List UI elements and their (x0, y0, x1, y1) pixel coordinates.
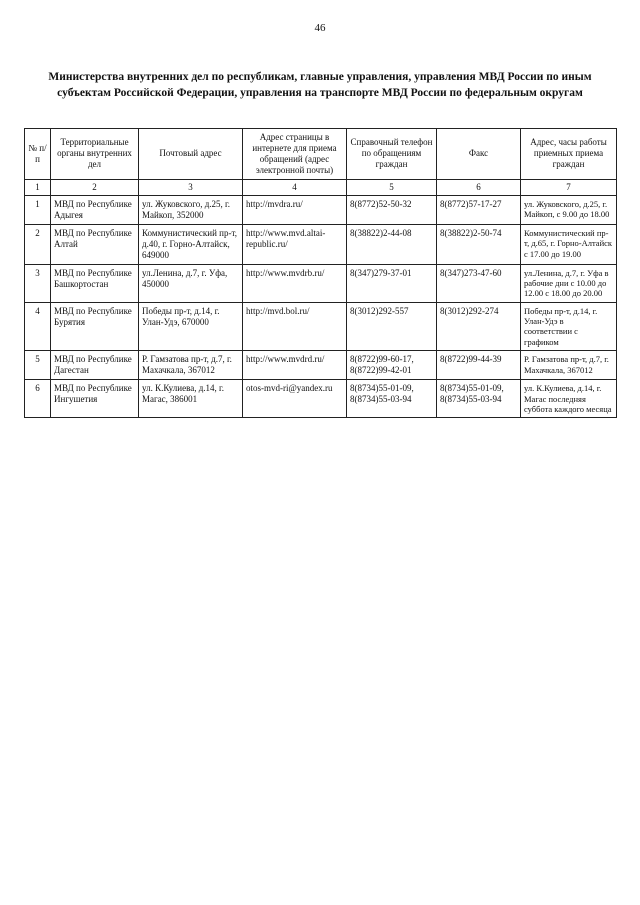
column-number: 6 (437, 179, 521, 195)
column-number: 3 (139, 179, 243, 195)
phone-number: 8(8734)55-01-09, 8(8734)55-03-94 (347, 380, 437, 418)
organ-name: МВД по Республике Башкортостан (51, 264, 139, 302)
column-number: 7 (521, 179, 617, 195)
header-number: № п/п (25, 129, 51, 180)
table-row (25, 380, 617, 418)
phone-number: 8(8722)99-60-17, 8(8722)99-42-01 (347, 351, 437, 380)
web-address[interactable]: http://mvd.bol.ru/ (243, 302, 347, 350)
row-number: 6 (25, 380, 51, 418)
organ-name: МВД по Республике Адыгея (51, 195, 139, 224)
table-row (25, 351, 617, 380)
email-address[interactable]: otos-mvd-ri@yandex.ru (243, 380, 347, 418)
column-number: 4 (243, 179, 347, 195)
column-number: 2 (51, 179, 139, 195)
page-number: 46 (314, 22, 326, 34)
table-header-row (25, 129, 617, 180)
web-address[interactable]: http://www.mvd.altai-republic.ru/ (243, 224, 347, 264)
table-row (25, 195, 617, 224)
reception-hours: ул.Ленина, д.7, г. Уфа в рабочие дни с 10.00 до 12.00 с 18.00 до 20.00 (521, 264, 617, 302)
reception-hours: ул. Жуковского, д.25, г. Майкоп, с 9.00 до 18.00 (521, 195, 617, 224)
page-title: Министерства внутренних дел по республикам, главные управления, управления МВД России по иным субъектам Российской Федерации, управления на транспорте МВД России по федеральным округам (48, 71, 592, 99)
postal-address: ул. К.Кулиева, д.14, г. Магас, 386001 (139, 380, 243, 418)
organ-name: МВД по Республике Ингушетия (51, 380, 139, 418)
postal-address: Коммунистический пр-т, д.40, г. Горно-Алтайск, 649000 (139, 224, 243, 264)
reception-hours: Победы пр-т, д.14, г. Улан-Удэ в соответствии с графиком (521, 302, 617, 350)
fax-number: 8(8722)99-44-39 (437, 351, 521, 380)
phone-number: 8(38822)2-44-08 (347, 224, 437, 264)
row-number: 2 (25, 224, 51, 264)
fax-number: 8(8772)57-17-27 (437, 195, 521, 224)
organ-name: МВД по Республике Алтай (51, 224, 139, 264)
header-fax: Факс (437, 129, 521, 180)
postal-address: Р. Гамзатова пр-т, д.7, г. Махачкала, 367012 (139, 351, 243, 380)
reception-hours: ул. К.Кулиева, д.14, г. Магас последняя суббота каждого месяца (521, 380, 617, 418)
web-address[interactable]: http://www.mvdrd.ru/ (243, 351, 347, 380)
fax-number: 8(38822)2-50-74 (437, 224, 521, 264)
column-number: 5 (347, 179, 437, 195)
header-address: Почтовый адрес (139, 129, 243, 180)
row-number: 3 (25, 264, 51, 302)
organ-name: МВД по Республике Дагестан (51, 351, 139, 380)
web-address[interactable]: http://mvdra.ru/ (243, 195, 347, 224)
header-organ: Территориальные органы внутренних дел (51, 129, 139, 180)
organ-name: МВД по Республике Бурятия (51, 302, 139, 350)
header-phone: Справочный телефон по обращениям граждан (347, 129, 437, 180)
fax-number: 8(347)273-47-60 (437, 264, 521, 302)
row-number: 4 (25, 302, 51, 350)
fax-number: 8(8734)55-01-09, 8(8734)55-03-94 (437, 380, 521, 418)
row-number: 5 (25, 351, 51, 380)
web-address[interactable]: http://www.mvdrb.ru/ (243, 264, 347, 302)
header-web: Адрес страницы в интернете для приема обращений (адрес электронной почты) (243, 129, 347, 180)
header-hours: Адрес, часы работы приемных приема граждан (521, 129, 617, 180)
column-number: 1 (25, 179, 51, 195)
reception-hours: Коммунистический пр-т, д.65, г. Горно-Алтайск с 17.00 до 19.00 (521, 224, 617, 264)
postal-address: ул. Жуковского, д.25, г. Майкоп, 352000 (139, 195, 243, 224)
table-row (25, 302, 617, 350)
column-number-row (25, 179, 617, 195)
table-row (25, 224, 617, 264)
reception-hours: Р. Гамзатова пр-т, д.7, г. Махачкала, 367012 (521, 351, 617, 380)
postal-address: Победы пр-т, д.14, г. Улан-Удэ, 670000 (139, 302, 243, 350)
phone-number: 8(3012)292-557 (347, 302, 437, 350)
phone-number: 8(347)279-37-01 (347, 264, 437, 302)
phone-number: 8(8772)52-50-32 (347, 195, 437, 224)
table-row (25, 264, 617, 302)
fax-number: 8(3012)292-274 (437, 302, 521, 350)
postal-address: ул.Ленина, д.7, г. Уфа, 450000 (139, 264, 243, 302)
row-number: 1 (25, 195, 51, 224)
territorial-organs-table (24, 128, 617, 418)
